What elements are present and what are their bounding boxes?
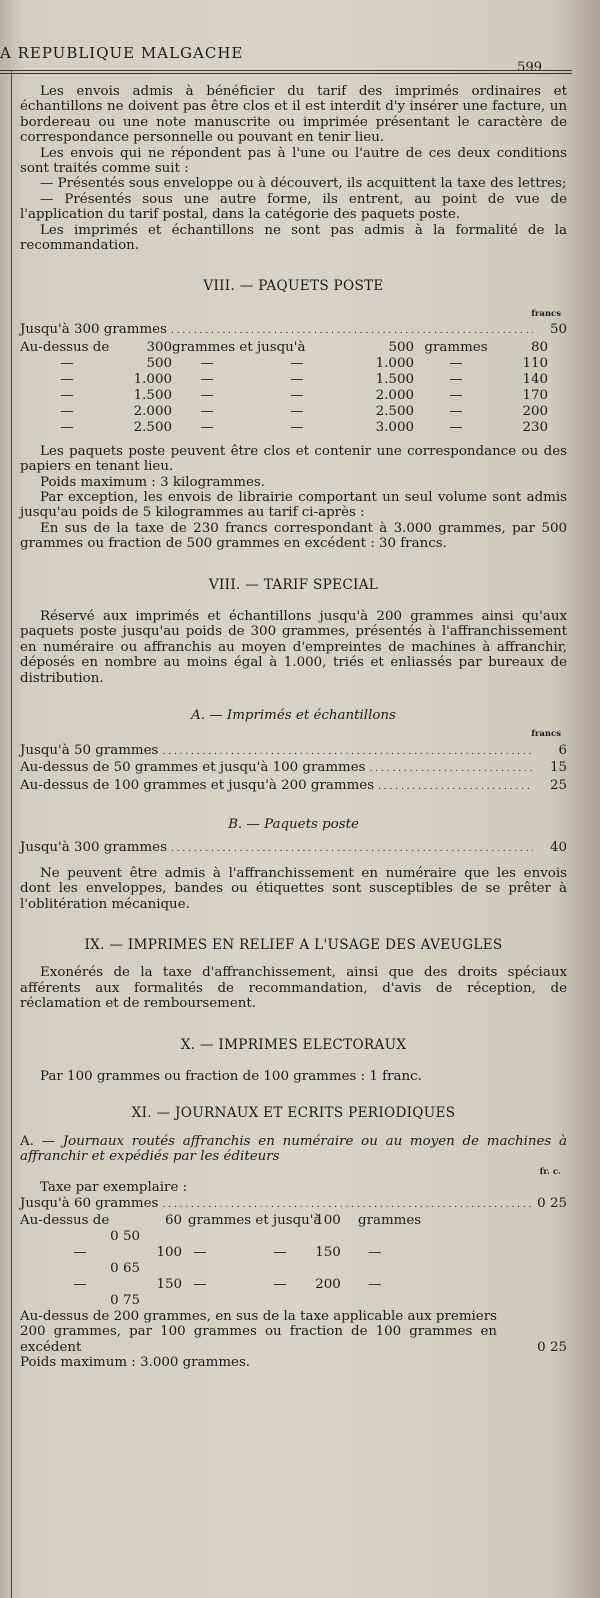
leader-dots — [162, 743, 533, 760]
paquets-paragraph-4: En sus de la taxe de 230 francs correspondant à 3.000 grammes, par 500 grammes ou fraction de 500 grammes en excédent : 30 francs. — [20, 520, 567, 552]
tariff-row: — 2.500 — — 3.000 — 230 — [60, 419, 548, 435]
section-heading-paquets-poste: VIII. — PAQUETS POSTE — [203, 278, 384, 295]
tariff-row: Jusqu'à 300 grammes . . . 50 — [20, 322, 567, 339]
intro-paragraph-5: Les imprimés et échantillons ne sont pas admis à la formalité de la recommandation. — [20, 222, 567, 254]
journaux-poids-max: Poids maximum : 3.000 grammes. — [20, 1355, 251, 1371]
intro-paragraph-3: — Présentés sous enveloppe ou à découvert, ils acquittent la taxe des lettres; — [40, 176, 567, 192]
page-content — [20, 84, 567, 1371]
page-number: 599 — [517, 60, 542, 75]
section-heading-tarif-special: VIII. — TARIF SPECIAL — [208, 576, 379, 593]
leader-dots — [171, 322, 533, 339]
leader-dots — [378, 778, 533, 795]
margin-line — [11, 70, 12, 1598]
over-200-label: Au-dessus de 200 grammes, en sus de la taxe applicable aux premiers 200 grammes, par 100 grammes ou fraction de 100 grammes en excédent — [20, 1308, 497, 1355]
running-title: A REPUBLIQUE MALGACHE — [0, 44, 244, 62]
journaux-subheading: A. — Journaux routés affranchis en numéraire ou au moyen de machines à affranchir et expédiés par les éditeurs — [20, 1133, 567, 1165]
special-paragraph-2: Ne peuvent être admis à l'affranchissement en numéraire que les envois dont les enveloppes, bandes ou étiquettes sont susceptibles de se prêter à l'oblitération mécanique. — [20, 865, 567, 912]
tariff-row — [20, 1309, 567, 1355]
aveugles-paragraph: Exonérés de la taxe d'affranchissement, ainsi que des droits spéciaux afférents aux formalités de recommandation, d'avis de réception, de réclamation et de remboursement. — [20, 965, 567, 1012]
paquets-tariff-table — [20, 340, 567, 436]
paquets-paragraph-1: Les paquets poste peuvent être clos et contenir une correspondance ou des papiers en tenant lieu. — [20, 443, 567, 475]
tariff-row: — 150 — — 200 — 0 75 — [73, 1276, 382, 1308]
section-heading-aveugles: IX. — IMPRIMES EN RELIEF A L'USAGE DES AVEUGLES — [84, 937, 503, 954]
subheading-imprimes: A. — Imprimés et échantillons — [191, 707, 396, 723]
tariff-row: — 100 — — 150 — 0 65 — [73, 1244, 382, 1276]
unit-label: fr. c. — [539, 1166, 561, 1177]
taxe-label: Taxe par exemplaire : — [40, 1180, 188, 1196]
leader-dots — [370, 760, 533, 777]
subheading-paquets: B. — Paquets poste — [228, 817, 359, 832]
tariff-row: — 1.000 — — 1.500 — 140 — [60, 371, 548, 387]
tariff-row: Au-dessus de 50 grammes et jusqu'à 100 grammes . . . 15 — [20, 760, 567, 777]
section-heading-electoraux: X. — IMPRIMES ELECTORAUX — [180, 1036, 407, 1053]
leader-dots — [162, 1196, 533, 1213]
intro-paragraph-4: — Présentés sous une autre forme, ils entrent, au point de vue de l'application du tarif postal, dans la catégorie des paquets poste. — [20, 191, 567, 223]
tariff-price: 50 — [549, 322, 567, 338]
tariff-row: Au-dessus de 300 grammes et jusqu'à 500 grammes 80 — [20, 339, 548, 355]
unit-label: francs — [531, 729, 561, 740]
section-heading-journaux: XI. — JOURNAUX ET ECRITS PERIODIQUES — [131, 1105, 456, 1122]
leader-dots — [171, 840, 533, 857]
journaux-tariff-table — [20, 1213, 567, 1309]
over-200-price: 0 25 — [537, 1339, 567, 1355]
electoraux-paragraph: Par 100 grammes ou fraction de 100 grammes : 1 franc. — [40, 1069, 422, 1085]
journaux-subheading-title: Journaux routés affranchis en numéraire ou au moyen de machines à affranchir et expédiés par les éditeurs — [20, 1133, 567, 1165]
tariff-row: — 1.500 — — 2.000 — 170 — [60, 387, 548, 403]
intro-paragraph-2: Les envois qui ne répondent pas à l'une ou l'autre de ces deux conditions sont traités comme suit : — [20, 145, 567, 177]
tariff-row: Jusqu'à 60 grammes . . . 0 25 — [20, 1196, 567, 1213]
header-rule-double — [0, 73, 572, 74]
tariff-row: — 500 — — 1.000 — 110 — [60, 355, 548, 371]
header-rule — [0, 70, 572, 71]
paquets-paragraph-3: Par exception, les envois de librairie comportant un seul volume sont admis jusqu'au poids de 5 kilogrammes au tarif ci-après : — [20, 489, 567, 521]
paquets-paragraph-2: Poids maximum : 3 kilogrammes. — [40, 474, 265, 490]
tariff-row: Au-dessus de 100 grammes et jusqu'à 200 grammes . . . 25 — [20, 778, 567, 795]
tariff-row: Jusqu'à 300 grammes . . . 40 — [20, 840, 567, 857]
tariff-row: Jusqu'à 50 grammes . . . 6 — [20, 743, 567, 760]
special-paragraph-1: Réservé aux imprimés et échantillons jusqu'à 200 grammes ainsi qu'aux paquets poste jusqu'au poids de 300 grammes, présentés à l'affranchissement en numéraire ou affranchis au moyen d'empreintes de machines à affranchir, déposés en nombre au moins égal à 1.000, triés et enliassés par bureaux de distribution. — [20, 608, 567, 686]
tariff-row: Au-dessus de 60 grammes et jusqu'à 100 grammes 0 50 — [20, 1212, 422, 1244]
unit-label: francs — [531, 308, 561, 319]
page-header — [0, 40, 600, 75]
tariff-row: — 2.000 — — 2.500 — 200 — [60, 403, 548, 419]
intro-paragraph-1: Les envois admis à bénéficier du tarif des imprimés ordinaires et échantillons ne doivent pas être clos et il est interdit d'y insérer une facture, un bordereau ou une note manuscrite ou imprimée présentant le caractère de correspondance personnelle ou pouvant en tenir lieu. — [20, 84, 567, 146]
